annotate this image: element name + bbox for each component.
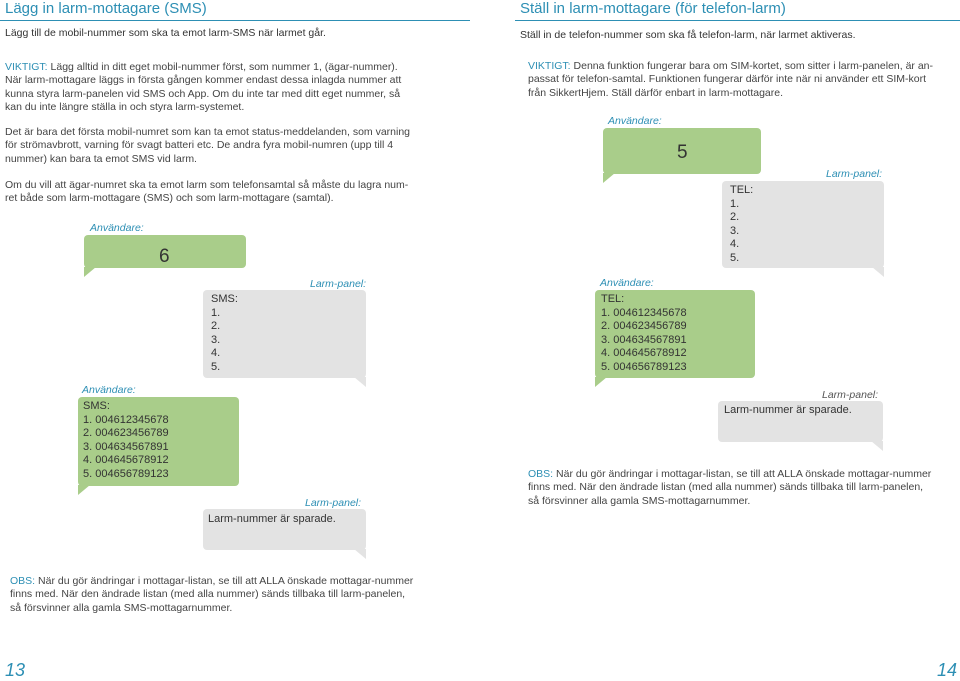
right-user-bubble-2 xyxy=(595,290,755,378)
left-user-bubble-2 xyxy=(78,397,239,486)
right-user-label-2: Användare: xyxy=(600,277,654,289)
left-obs-label: OBS: xyxy=(10,575,36,587)
left-panel-1-line: 3. xyxy=(211,333,221,346)
left-obs-paragraph xyxy=(10,575,450,615)
left-panel-1-line: 4. xyxy=(211,347,221,360)
left-panel-1-line: 1. xyxy=(211,306,221,319)
right-panel-label-1: Larm-panel: xyxy=(826,168,883,180)
left-panel-bubble-2 xyxy=(203,509,366,550)
left-viktigt-label: VIKTIGT: xyxy=(5,61,48,73)
right-important-line-3: från SikkertHjem. Ställ därför enbart in larm-mottagare. xyxy=(528,86,784,99)
left-panel-lines-1 xyxy=(211,293,238,375)
right-panel-1-line: 1. xyxy=(730,197,740,210)
right-important-paragraph xyxy=(528,60,958,100)
left-call-line-2: ret både som larm-mottagare (SMS) och som larm-mottagare (samtal). xyxy=(5,192,334,205)
left-page-number: 13 xyxy=(5,660,26,680)
left-user-2-line: 5. 004656789123 xyxy=(83,467,169,480)
left-call-paragraph xyxy=(5,179,455,206)
right-user-label-1: Användare: xyxy=(608,115,662,127)
right-page-number: 14 xyxy=(937,660,958,680)
right-obs-line-3: så försvinner alla gamla SMS-mottagarnummer. xyxy=(528,494,751,507)
left-important-line-1: VIKTIGT: Lägg alltid in ditt eget mobil-nummer först, som nummer 1, (ägar-nummer). xyxy=(5,61,398,73)
left-panel-1-line: SMS: xyxy=(211,293,238,305)
right-user-bubble-1 xyxy=(603,128,761,174)
left-user-2-line: 2. 004623456789 xyxy=(83,427,169,440)
left-call-line-1: Om du vill att ägar-numret ska ta emot larm som telefonsamtal så måste du lagra num- xyxy=(5,179,409,191)
right-important-line-2: passat för telefon-samtal. Funktionen fungerar därför inte när ni använder ett SIM-kort xyxy=(528,73,927,86)
left-status-line-3: nummer) kan bara ta emot SMS vid larm. xyxy=(5,152,197,165)
left-panel-text-2: Larm-nummer är sparade. xyxy=(208,513,336,525)
left-status-line-2: för strömavbrott, varning för svagt batteri etc. De andra fyra mobil-numren (upp till 4 xyxy=(5,139,394,152)
left-important-paragraph xyxy=(5,61,455,115)
right-user-2-line: 5. 004656789123 xyxy=(601,360,687,373)
right-important-line-1: VIKTIGT: Denna funktion fungerar bara om SIM-kortet, som sitter i larm-panelen, är an- xyxy=(528,60,934,72)
right-panel-label-2: Larm-panel: xyxy=(822,389,879,401)
left-user-2-line: 4. 004645678912 xyxy=(83,454,169,467)
left-obs-line-2: finns med. När den ändrade listan (med alla nummer) sänds tillbaka till larm-panelen, xyxy=(10,588,406,601)
right-user-2-line: 1. 004612345678 xyxy=(601,306,687,319)
left-user-bubble-1-tail xyxy=(84,267,96,277)
right-user-2-line: 3. 004634567891 xyxy=(601,333,687,346)
left-user-bubble-1 xyxy=(84,235,246,268)
left-user-2-line: 3. 004634567891 xyxy=(83,440,169,453)
left-page-title: Lägg in larm-mottagare (SMS) xyxy=(5,0,207,17)
left-user-label-2: Användare: xyxy=(82,384,136,396)
right-viktigt-label: VIKTIGT: xyxy=(528,60,571,72)
right-obs-label: OBS: xyxy=(528,468,554,480)
right-title-rule xyxy=(515,20,960,21)
left-title-rule xyxy=(0,20,470,21)
right-obs-line-2: finns med. När den ändrade listan (med alla nummer) sänds tillbaka till larm-panelen, xyxy=(528,481,924,494)
left-panel-label-2: Larm-panel: xyxy=(305,497,362,509)
left-panel-bubble-2-tail xyxy=(354,549,366,559)
right-page-title: Ställ in larm-mottagare (för telefon-larm) xyxy=(520,0,786,17)
left-important-line-4: kan du inte längre ställa in och styra larm-systemet. xyxy=(5,101,245,114)
right-user-bubble-2-tail xyxy=(595,377,607,387)
right-obs-line-1: OBS: När du gör ändringar i mottagar-listan, se till att ALLA önskade mottagar-nummer xyxy=(528,468,932,480)
right-panel-1-line: 2. xyxy=(730,211,740,224)
right-user-value-1: 5 xyxy=(677,142,688,163)
left-panel-1-line: 5. xyxy=(211,360,221,373)
right-panel-1-line: 4. xyxy=(730,238,740,251)
left-important-line-2: När larm-mottagare läggs in första gången kommer endast dessa inlagda nummer att xyxy=(5,74,402,87)
right-panel-1-line: TEL: xyxy=(730,184,754,196)
left-panel-label-1: Larm-panel: xyxy=(310,278,367,290)
left-status-line-1: Det är bara det första mobil-numret som kan ta emot status-meddelanden, som varning xyxy=(5,126,411,138)
left-user-2-line: SMS: xyxy=(83,400,110,412)
left-subtitle: Lägg till de mobil-nummer som ska ta emot larm-SMS när larmet går. xyxy=(5,27,326,39)
left-panel-bubble-1-tail xyxy=(354,377,366,387)
left-user-value-1: 6 xyxy=(159,246,170,267)
left-panel-bubble-1 xyxy=(203,290,366,378)
left-important-line-3: kunna styra larm-panelen vid SMS och App. Om du inte tar med ditt eget nummer, så xyxy=(5,87,401,100)
left-user-lines-2 xyxy=(83,400,169,482)
left-status-paragraph xyxy=(5,126,455,166)
right-panel-bubble-1 xyxy=(722,181,884,268)
right-user-2-line: 4. 004645678912 xyxy=(601,347,687,360)
right-panel-bubble-1-tail xyxy=(872,267,884,277)
right-panel-lines-1 xyxy=(730,184,753,266)
left-obs-line-1: OBS: När du gör ändringar i mottagar-listan, se till att ALLA önskade mottagar-nummer xyxy=(10,575,414,587)
left-user-label-1: Användare: xyxy=(90,222,144,234)
right-panel-bubble-2 xyxy=(718,401,883,442)
right-user-lines-2 xyxy=(601,293,687,375)
right-user-bubble-1-tail xyxy=(603,173,615,183)
right-panel-1-line: 3. xyxy=(730,224,740,237)
right-obs-paragraph xyxy=(528,468,958,508)
left-user-bubble-2-tail xyxy=(78,485,90,495)
left-user-2-line: 1. 004612345678 xyxy=(83,413,169,426)
right-panel-bubble-2-tail xyxy=(871,441,883,451)
right-panel-1-line: 5. xyxy=(730,251,740,264)
left-obs-line-3: så försvinner alla gamla SMS-mottagarnummer. xyxy=(10,601,233,614)
left-panel-1-line: 2. xyxy=(211,320,221,333)
right-user-2-line: 2. 004623456789 xyxy=(601,320,687,333)
right-subtitle: Ställ in de telefon-nummer som ska få telefon-larm, när larmet aktiveras. xyxy=(520,29,856,41)
right-user-2-line: TEL: xyxy=(601,293,625,305)
right-panel-text-2: Larm-nummer är sparade. xyxy=(724,404,852,416)
